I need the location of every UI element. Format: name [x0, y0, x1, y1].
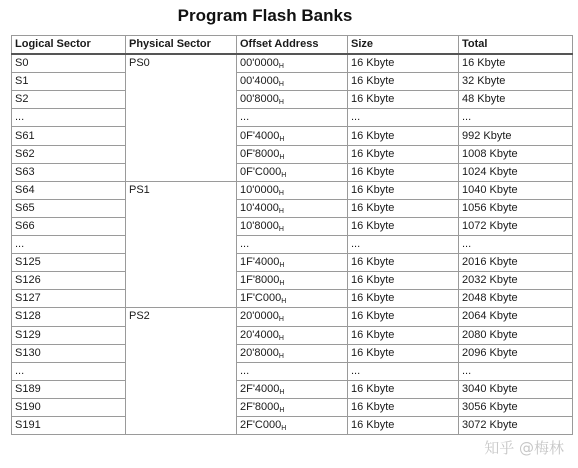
offset-value: 00'0000 — [240, 57, 279, 70]
offset-value: 0F'C000 — [240, 165, 282, 178]
table-row — [12, 398, 573, 416]
size-cell: 16 Kbyte — [348, 199, 459, 217]
size-cell: 16 Kbyte — [348, 290, 459, 308]
size-cell: ... — [348, 362, 459, 380]
size-cell: 16 Kbyte — [348, 181, 459, 199]
hex-suffix: H — [278, 81, 284, 89]
hex-suffix: H — [278, 189, 284, 197]
physical-sector-cell: PS2 — [126, 308, 237, 435]
total-cell: ... — [459, 109, 573, 127]
total-cell: 2016 Kbyte — [459, 254, 573, 272]
offset-address-cell — [237, 326, 348, 344]
offset-address-cell — [237, 73, 348, 91]
hex-suffix: H — [278, 352, 284, 360]
table-row — [12, 109, 573, 127]
hex-suffix: H — [278, 316, 284, 324]
physical-sector-cell: PS1 — [126, 181, 237, 308]
total-cell: 32 Kbyte — [459, 73, 573, 91]
total-cell: 2048 Kbyte — [459, 290, 573, 308]
table-row — [12, 54, 573, 73]
size-cell: 16 Kbyte — [348, 380, 459, 398]
size-cell: ... — [348, 236, 459, 254]
offset-address-cell — [237, 254, 348, 272]
size-cell: 16 Kbyte — [348, 145, 459, 163]
table-row — [12, 217, 573, 235]
logical-sector-cell: ... — [12, 236, 126, 254]
table-row — [12, 236, 573, 254]
offset-value: ... — [240, 111, 250, 124]
offset-value: 2F'4000 — [240, 382, 280, 395]
offset-value: 20'8000 — [240, 346, 279, 359]
offset-value: 1F'8000 — [240, 274, 280, 287]
offset-value: 00'4000 — [240, 75, 279, 88]
logical-sector-cell: S191 — [12, 416, 126, 434]
offset-address-cell — [237, 344, 348, 362]
offset-value: 10'8000 — [240, 219, 279, 232]
table-row — [12, 181, 573, 199]
total-cell: 16 Kbyte — [459, 54, 573, 73]
hex-suffix: H — [279, 388, 285, 396]
size-cell: 16 Kbyte — [348, 73, 459, 91]
logical-sector-cell: ... — [12, 362, 126, 380]
offset-value: 0F'8000 — [240, 147, 280, 160]
table-row — [12, 416, 573, 434]
offset-address-cell — [237, 181, 348, 199]
size-cell: 16 Kbyte — [348, 326, 459, 344]
offset-value: 10'0000 — [240, 183, 279, 196]
table-row — [12, 254, 573, 272]
offset-address-cell — [237, 290, 348, 308]
size-cell: 16 Kbyte — [348, 254, 459, 272]
hex-suffix: H — [278, 99, 284, 107]
table-row — [12, 380, 573, 398]
offset-value: 00'8000 — [240, 93, 279, 106]
logical-sector-cell: S127 — [12, 290, 126, 308]
table-row — [12, 91, 573, 109]
total-cell: 3072 Kbyte — [459, 416, 573, 434]
hex-suffix: H — [279, 262, 285, 270]
offset-address-cell — [237, 398, 348, 416]
hex-suffix: H — [281, 171, 287, 179]
hex-suffix: H — [279, 406, 285, 414]
total-cell: 3056 Kbyte — [459, 398, 573, 416]
offset-value: 20'4000 — [240, 328, 279, 341]
size-cell: 16 Kbyte — [348, 272, 459, 290]
total-cell: 2096 Kbyte — [459, 344, 573, 362]
table-row — [12, 199, 573, 217]
offset-address-cell — [237, 380, 348, 398]
flash-banks-table — [11, 35, 573, 435]
offset-address-cell — [237, 217, 348, 235]
table-row — [12, 127, 573, 145]
hex-suffix: H — [278, 334, 284, 342]
total-cell: 3040 Kbyte — [459, 380, 573, 398]
logical-sector-cell: S130 — [12, 344, 126, 362]
offset-address-cell — [237, 272, 348, 290]
offset-value: 2F'8000 — [240, 400, 280, 413]
hex-suffix: H — [278, 207, 284, 215]
logical-sector-cell: S129 — [12, 326, 126, 344]
physical-sector-cell: PS0 — [126, 54, 237, 181]
header-physical-sector: Physical Sector — [126, 36, 237, 55]
offset-value: 1F'4000 — [240, 256, 280, 269]
offset-address-cell — [237, 109, 348, 127]
offset-address-cell — [237, 308, 348, 326]
offset-value: ... — [240, 238, 250, 251]
header-offset-address: Offset Address — [237, 36, 348, 55]
offset-value: 10'4000 — [240, 201, 279, 214]
logical-sector-cell: S125 — [12, 254, 126, 272]
hex-suffix: H — [281, 298, 287, 306]
total-cell: 1056 Kbyte — [459, 199, 573, 217]
table-row — [12, 290, 573, 308]
hex-suffix: H — [279, 280, 285, 288]
table-row — [12, 73, 573, 91]
total-cell: 992 Kbyte — [459, 127, 573, 145]
offset-value: ... — [240, 364, 250, 377]
offset-address-cell — [237, 127, 348, 145]
size-cell: ... — [348, 109, 459, 127]
table-row — [12, 272, 573, 290]
logical-sector-cell: S126 — [12, 272, 126, 290]
size-cell: 16 Kbyte — [348, 91, 459, 109]
logical-sector-cell: S63 — [12, 163, 126, 181]
logical-sector-cell: S128 — [12, 308, 126, 326]
offset-value: 2F'C000 — [240, 419, 282, 432]
total-cell: 48 Kbyte — [459, 91, 573, 109]
table-row — [12, 145, 573, 163]
table-row — [12, 308, 573, 326]
size-cell: 16 Kbyte — [348, 398, 459, 416]
hex-suffix: H — [281, 425, 287, 433]
logical-sector-cell: S189 — [12, 380, 126, 398]
total-cell: 1024 Kbyte — [459, 163, 573, 181]
logical-sector-cell: S65 — [12, 199, 126, 217]
table-body — [12, 54, 573, 434]
size-cell: 16 Kbyte — [348, 54, 459, 73]
offset-address-cell — [237, 416, 348, 434]
offset-value: 20'0000 — [240, 310, 279, 323]
hex-suffix: H — [279, 153, 285, 161]
table-row — [12, 326, 573, 344]
total-cell: 1008 Kbyte — [459, 145, 573, 163]
logical-sector-cell: S64 — [12, 181, 126, 199]
offset-address-cell — [237, 91, 348, 109]
logical-sector-cell: S61 — [12, 127, 126, 145]
offset-address-cell — [237, 145, 348, 163]
offset-address-cell — [237, 199, 348, 217]
watermark: 知乎 @梅林 — [484, 439, 564, 457]
logical-sector-cell: S1 — [12, 73, 126, 91]
page-title: Program Flash Banks — [177, 6, 353, 25]
table-header-row — [12, 36, 573, 55]
hex-suffix: H — [279, 135, 285, 143]
logical-sector-cell: S66 — [12, 217, 126, 235]
hex-suffix: H — [278, 63, 284, 71]
table-row — [12, 344, 573, 362]
total-cell: 1072 Kbyte — [459, 217, 573, 235]
logical-sector-cell: S0 — [12, 54, 126, 73]
total-cell: 2064 Kbyte — [459, 308, 573, 326]
header-size: Size — [348, 36, 459, 55]
logical-sector-cell: S190 — [12, 398, 126, 416]
logical-sector-cell: S62 — [12, 145, 126, 163]
offset-address-cell — [237, 54, 348, 73]
size-cell: 16 Kbyte — [348, 344, 459, 362]
total-cell: 2080 Kbyte — [459, 326, 573, 344]
size-cell: 16 Kbyte — [348, 416, 459, 434]
logical-sector-cell: ... — [12, 109, 126, 127]
table-row — [12, 163, 573, 181]
total-cell: 1040 Kbyte — [459, 181, 573, 199]
offset-value: 0F'4000 — [240, 129, 280, 142]
offset-value: 1F'C000 — [240, 292, 282, 305]
table-row — [12, 362, 573, 380]
hex-suffix: H — [278, 225, 284, 233]
total-cell: 2032 Kbyte — [459, 272, 573, 290]
size-cell: 16 Kbyte — [348, 127, 459, 145]
size-cell: 16 Kbyte — [348, 217, 459, 235]
header-logical-sector: Logical Sector — [12, 36, 126, 55]
logical-sector-cell: S2 — [12, 91, 126, 109]
offset-address-cell — [237, 362, 348, 380]
total-cell: ... — [459, 362, 573, 380]
size-cell: 16 Kbyte — [348, 308, 459, 326]
size-cell: 16 Kbyte — [348, 163, 459, 181]
total-cell: ... — [459, 236, 573, 254]
offset-address-cell — [237, 236, 348, 254]
offset-address-cell — [237, 163, 348, 181]
header-total: Total — [459, 36, 573, 55]
